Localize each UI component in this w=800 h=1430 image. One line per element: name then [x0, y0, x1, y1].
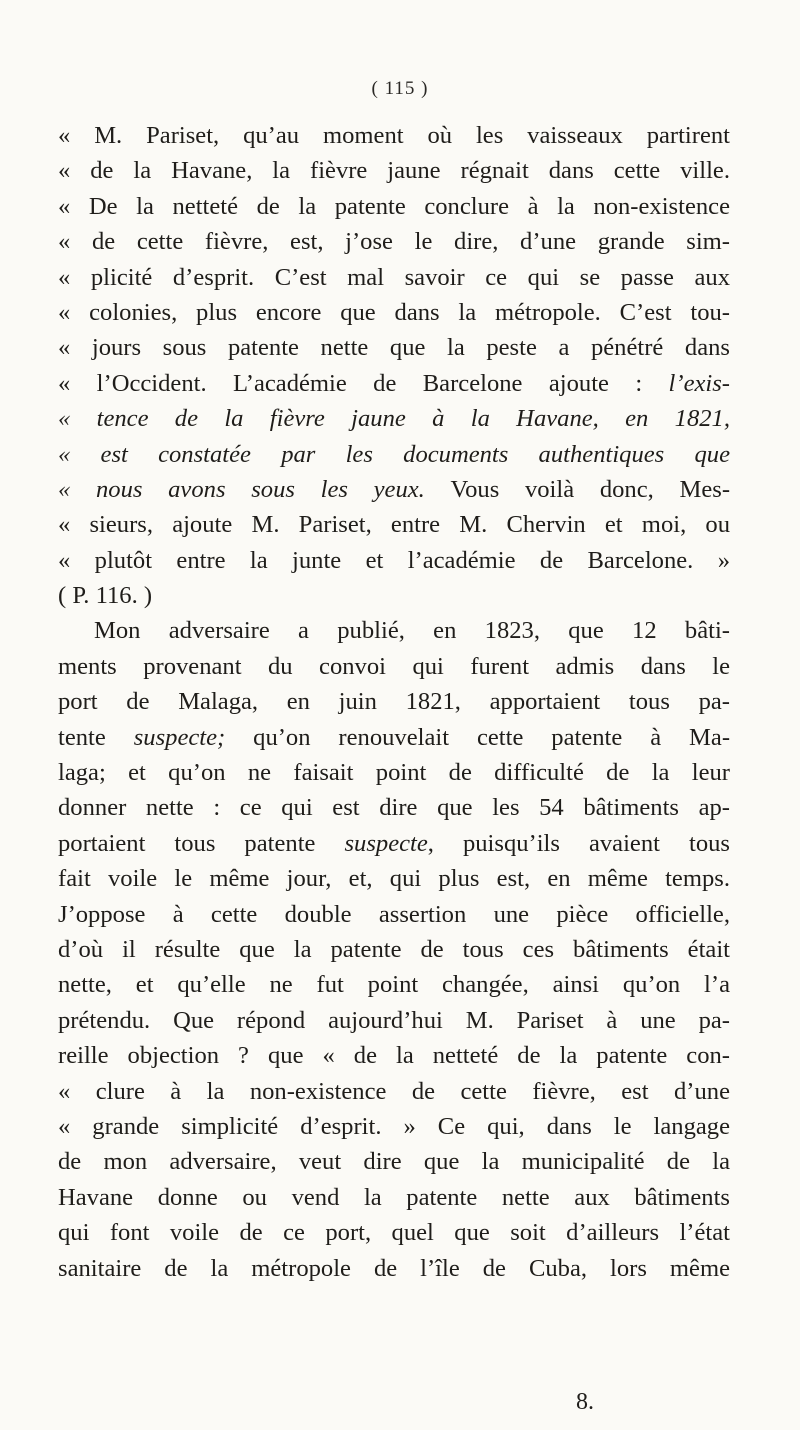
text-segment: qu’on renouvelait cette patente à Ma- — [225, 723, 731, 751]
text-segment: « l’Occident. L’académie de Barcelone ajoute : — [58, 369, 669, 397]
text-line: ( P. 116. ) — [58, 582, 153, 610]
text-line — [58, 472, 730, 507]
text-segment: , puisqu’ils avaient tous — [427, 829, 730, 857]
text-line: « plutôt entre la junte et l’académie de Barcelone. » — [58, 546, 730, 574]
text-line — [58, 720, 730, 755]
italic-segment: l’exis- — [668, 369, 730, 397]
text-line: sanitaire de la métropole de l’île de Cuba, lors même — [58, 1254, 730, 1282]
text-segment: portaient tous patente — [58, 829, 345, 857]
text-line — [58, 826, 730, 861]
text-segment: tente — [58, 723, 134, 751]
text-line: « de cette fièvre, est, j’ose le dire, d’une grande sim- — [58, 228, 730, 256]
text-line: « De la netteté de la patente conclure à la non-existence — [58, 192, 730, 220]
text-line: « clure à la non-existence de cette fièvre, est d’une — [58, 1077, 730, 1105]
italic-segment: « est constatée par les documents authentiques que — [58, 440, 730, 468]
signature-mark: 8. — [576, 1389, 594, 1415]
text-line: de mon adversaire, veut dire que la municipalité de la — [58, 1148, 730, 1176]
text-line: donner nette : ce qui est dire que les 54 bâtiments ap- — [58, 794, 730, 822]
text-line: « jours sous patente nette que la peste a pénétré dans — [58, 334, 730, 362]
text-line: Havane donne ou vend la patente nette aux bâtiments — [58, 1183, 730, 1211]
text-line: « de la Havane, la fièvre jaune régnait dans cette ville. — [58, 157, 730, 185]
text-line: ments provenant du convoi qui furent admis dans le — [58, 652, 730, 680]
text-line — [58, 366, 730, 401]
text-line: « sieurs, ajoute M. Pariset, entre M. Chervin et moi, ou — [58, 511, 730, 539]
text-line: J’oppose à cette double assertion une pièce officielle, — [58, 900, 730, 928]
text-line: « grande simplicité d’esprit. » Ce qui, dans le langage — [58, 1112, 730, 1140]
text-line: laga; et qu’on ne faisait point de difficulté de la leur — [58, 759, 730, 787]
text-line: nette, et qu’elle ne fut point changée, ainsi qu’on l’a — [58, 971, 730, 999]
italic-segment: suspecte; — [133, 723, 226, 751]
italic-segment: suspecte — [344, 829, 428, 857]
text-segment: Vous voilà donc, Mes- — [450, 475, 731, 503]
text-line: reille objection ? que « de la netteté de la patente con- — [58, 1042, 730, 1070]
text-line: fait voile le même jour, et, qui plus est, en même temps. — [58, 865, 730, 893]
italic-segment: « nous avons sous les yeux. — [58, 475, 451, 503]
text-line: port de Malaga, en juin 1821, apportaient tous pa- — [58, 688, 730, 716]
text-line — [58, 401, 730, 436]
text-line: « plicité d’esprit. C’est mal savoir ce qui se passe aux — [58, 263, 730, 291]
text-line: Mon adversaire a publié, en 1823, que 12 bâti- — [94, 617, 730, 645]
body-text — [58, 118, 730, 1286]
italic-segment: « tence de la fièvre jaune à la Havane, en 1821, — [58, 405, 730, 433]
page-number: ( 115 ) — [371, 78, 429, 99]
text-line — [58, 437, 730, 472]
text-line: d’où il résulte que la patente de tous ces bâtiments était — [58, 935, 730, 963]
text-line: « M. Pariset, qu’au moment où les vaisseaux partirent — [58, 122, 730, 149]
text-line: « colonies, plus encore que dans la métropole. C’est tou- — [58, 298, 730, 326]
text-line: prétendu. Que répond aujourd’hui M. Pariset à une pa- — [58, 1006, 730, 1034]
text-line: qui font voile de ce port, quel que soit d’ailleurs l’état — [58, 1219, 730, 1247]
